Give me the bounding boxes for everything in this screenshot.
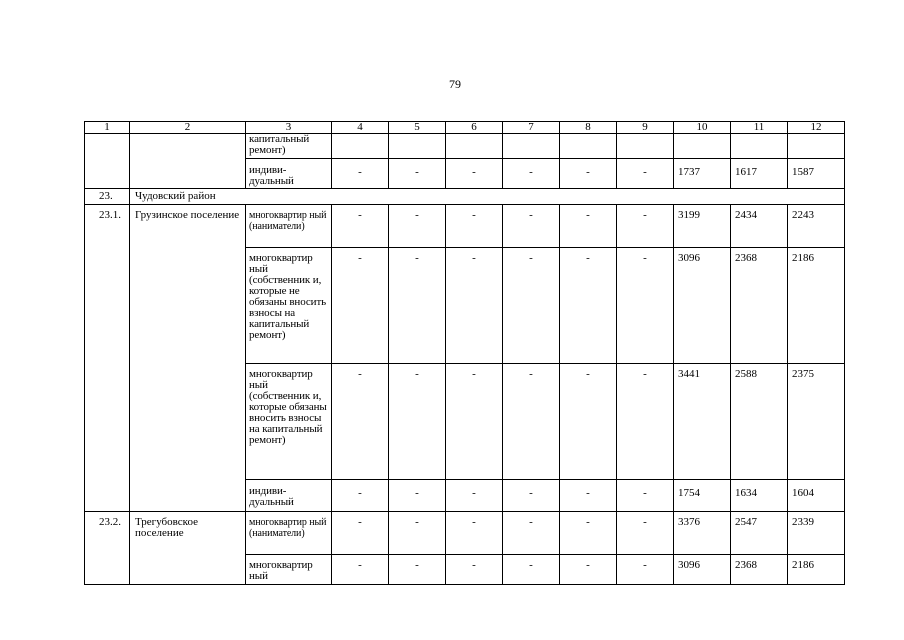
column-header-5: 5 <box>389 122 446 134</box>
value-cell: - <box>332 555 389 585</box>
building-type-cell <box>246 134 332 159</box>
table-row <box>85 205 845 248</box>
value-cell: - <box>617 512 674 555</box>
value-cell <box>560 134 617 159</box>
table-row <box>85 134 845 159</box>
column-header-10: 10 <box>674 122 731 134</box>
page-number: 79 <box>449 77 461 91</box>
building-type-cell <box>246 248 332 364</box>
cell-text: многоквартир ный <box>249 559 313 582</box>
value-cell: 1737 <box>674 159 731 189</box>
value-cell: 2243 <box>788 205 845 248</box>
value-cell: - <box>560 159 617 189</box>
table-row <box>85 512 845 555</box>
value-cell: 1617 <box>731 159 788 189</box>
column-header-12: 12 <box>788 122 845 134</box>
value-cell: - <box>617 248 674 364</box>
header-row <box>85 122 845 134</box>
row-number-cell: 23.1. <box>85 205 130 512</box>
column-header-1: 1 <box>85 122 130 134</box>
value-cell: 2588 <box>731 364 788 480</box>
column-header-6: 6 <box>446 122 503 134</box>
value-cell: - <box>503 512 560 555</box>
row-number-cell <box>85 134 130 189</box>
value-cell: - <box>389 555 446 585</box>
value-cell: - <box>446 512 503 555</box>
column-header-4: 4 <box>332 122 389 134</box>
value-cell: - <box>503 480 560 512</box>
value-cell: 1754 <box>674 480 731 512</box>
value-cell: - <box>503 205 560 248</box>
value-cell: - <box>560 512 617 555</box>
building-type-cell <box>246 480 332 512</box>
value-cell: 1587 <box>788 159 845 189</box>
value-cell: - <box>503 248 560 364</box>
value-cell: - <box>560 364 617 480</box>
value-cell: - <box>503 364 560 480</box>
value-cell: - <box>446 555 503 585</box>
value-cell: 2368 <box>731 248 788 364</box>
value-cell <box>788 134 845 159</box>
value-cell: - <box>446 159 503 189</box>
building-type-cell <box>246 512 332 555</box>
value-cell: - <box>617 205 674 248</box>
value-cell: - <box>389 205 446 248</box>
value-cell: 2186 <box>788 555 845 585</box>
value-cell: - <box>560 205 617 248</box>
value-cell: 2339 <box>788 512 845 555</box>
value-cell: - <box>503 159 560 189</box>
value-cell: 2375 <box>788 364 845 480</box>
column-header-11: 11 <box>731 122 788 134</box>
cell-text: многоквартир ный (наниматели) <box>249 210 327 232</box>
value-cell <box>731 134 788 159</box>
value-cell: 2368 <box>731 555 788 585</box>
value-cell: - <box>560 248 617 364</box>
value-cell: - <box>389 159 446 189</box>
territory-cell <box>130 134 246 189</box>
cell-text: многоквартир ный (наниматели) <box>249 517 327 539</box>
value-cell: - <box>446 364 503 480</box>
value-cell <box>446 134 503 159</box>
value-cell: - <box>389 248 446 364</box>
cell-text: многоквартир ный (собственник и, которые не обязаны вносить взносы на капитальный ремонт) <box>249 252 327 341</box>
settlement-name-cell: Грузинское поселение <box>130 205 246 512</box>
cell-text: капитальный ремонт) <box>249 133 310 156</box>
value-cell <box>674 134 731 159</box>
row-number-cell: 23. <box>85 189 130 205</box>
cell-text: индиви- <box>249 485 287 497</box>
value-cell: - <box>332 480 389 512</box>
cell-text: многоквартир ный (собственник и, которые обязаны вносить взносы на капитальный ремонт) <box>249 368 327 446</box>
column-header-7: 7 <box>503 122 560 134</box>
value-cell: 2186 <box>788 248 845 364</box>
building-type-cell <box>246 159 332 189</box>
value-cell <box>389 134 446 159</box>
value-cell: 1604 <box>788 480 845 512</box>
building-type-cell <box>246 205 332 248</box>
value-cell <box>503 134 560 159</box>
value-cell: - <box>617 555 674 585</box>
column-header-2: 2 <box>130 122 246 134</box>
tariff-table <box>84 121 845 585</box>
value-cell: - <box>332 364 389 480</box>
value-cell: 1634 <box>731 480 788 512</box>
value-cell: - <box>389 480 446 512</box>
value-cell: - <box>503 555 560 585</box>
value-cell: - <box>332 512 389 555</box>
value-cell: - <box>446 205 503 248</box>
value-cell: 3096 <box>674 555 731 585</box>
value-cell: - <box>617 480 674 512</box>
cell-text: дуальный <box>249 496 294 508</box>
row-number-cell: 23.2. <box>85 512 130 585</box>
building-type-cell <box>246 555 332 585</box>
column-header-9: 9 <box>617 122 674 134</box>
value-cell: - <box>389 364 446 480</box>
value-cell: - <box>446 248 503 364</box>
column-header-8: 8 <box>560 122 617 134</box>
value-cell: 3199 <box>674 205 731 248</box>
column-header-3: 3 <box>246 122 332 134</box>
value-cell: - <box>446 480 503 512</box>
district-name-cell: Чудовский район <box>130 189 845 205</box>
value-cell: 2547 <box>731 512 788 555</box>
value-cell: - <box>560 555 617 585</box>
value-cell: - <box>560 480 617 512</box>
value-cell: 3441 <box>674 364 731 480</box>
building-type-cell <box>246 364 332 480</box>
settlement-name-cell: Трегубовское поселение <box>130 512 246 585</box>
value-cell <box>332 134 389 159</box>
value-cell: - <box>617 364 674 480</box>
cell-text: индиви- <box>249 164 287 176</box>
value-cell: - <box>389 512 446 555</box>
value-cell: - <box>617 159 674 189</box>
value-cell: 3376 <box>674 512 731 555</box>
cell-text: дуальный <box>249 175 294 187</box>
value-cell: - <box>332 159 389 189</box>
value-cell: - <box>332 248 389 364</box>
value-cell: 2434 <box>731 205 788 248</box>
value-cell: - <box>332 205 389 248</box>
value-cell <box>617 134 674 159</box>
value-cell: 3096 <box>674 248 731 364</box>
table-row <box>85 189 845 205</box>
